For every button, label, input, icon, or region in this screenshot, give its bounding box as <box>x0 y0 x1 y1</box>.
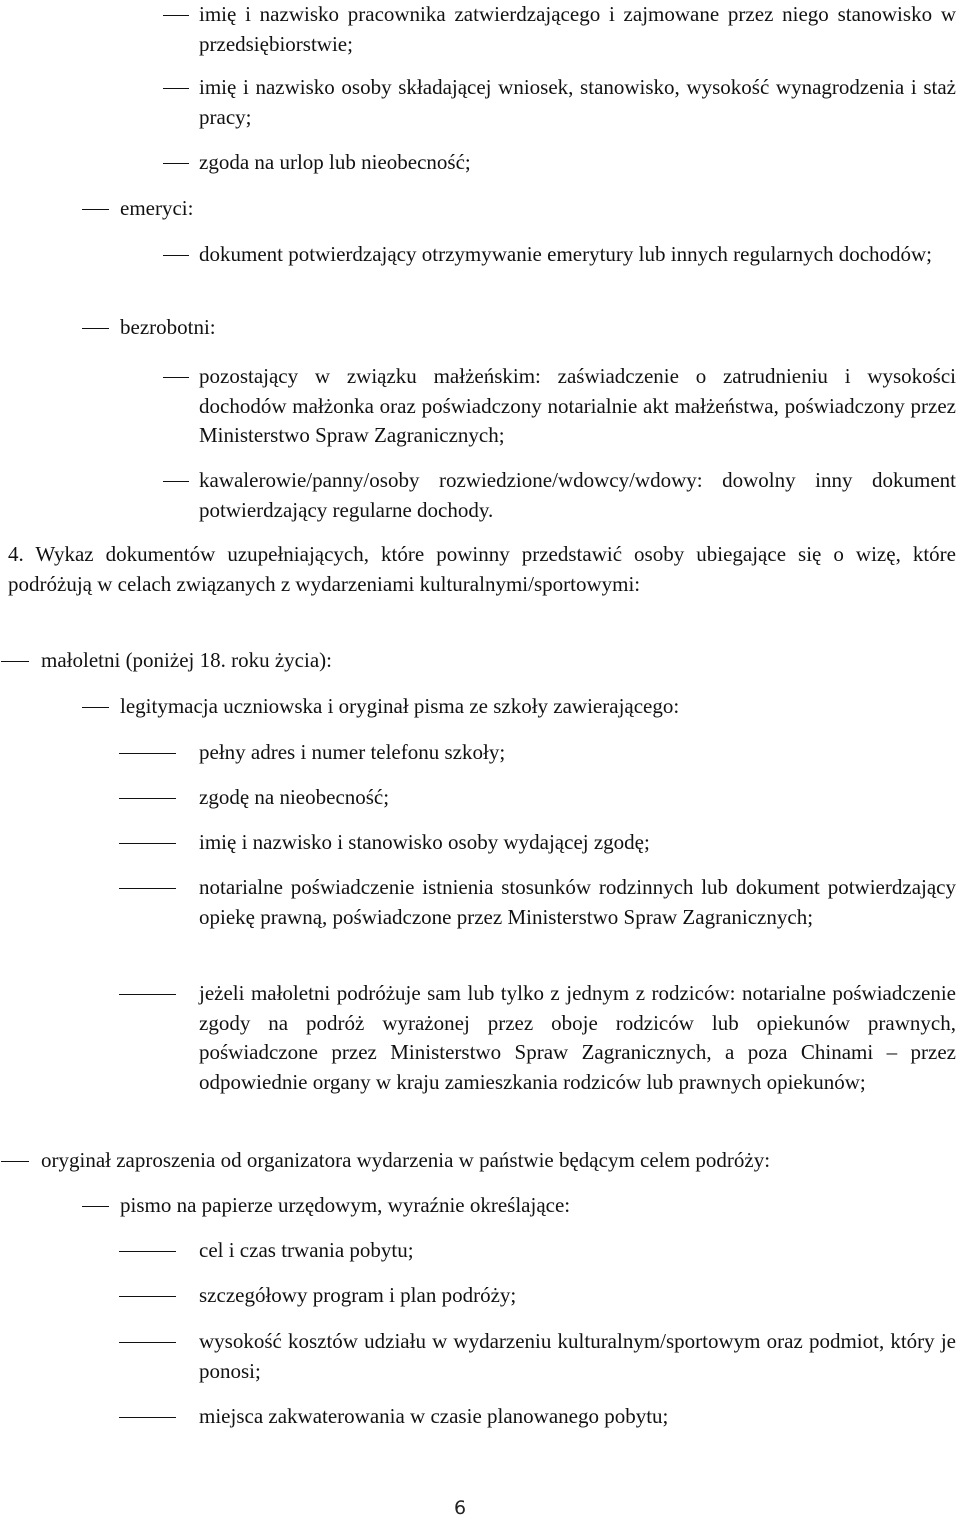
list-item-text: jeżeli małoletni podróżuje sam lub tylko z jednym z rodziców: notarialne poświadczenie zgody na podróż wyrażonej przez oboje rodziców lub opiekunów prawnych, poświadczone przez Ministerstwo Spraw Zagranicznych, a poza Chinami – przez odpowiednie organy w kraju zamieszkania rodziców lub prawnych opiekunów; <box>199 981 956 1094</box>
list-item-text: bezrobotni: <box>120 315 216 339</box>
dash-bullet <box>163 255 189 257</box>
dash-bullet <box>119 1417 176 1419</box>
list-item-text: dokument potwierdzający otrzymywanie emerytury lub innych regularnych dochodów; <box>199 242 933 266</box>
list-item <box>120 194 956 224</box>
list-item-text: szczegółowy program i plan podróży; <box>199 1283 517 1307</box>
section-text: Wykaz dokumentów uzupełniających, które powinny przedstawić osoby ubiegające się o wizę, które podróżują w celach związanych z wydarzeniami kulturalnymi/sportowymi: <box>8 542 957 596</box>
list-item <box>41 646 956 676</box>
list-item <box>199 148 956 178</box>
list-item-text: imię i nazwisko pracownika zatwierdzającego i zajmowane przez niego stanowisko w przedsiębiorstwie; <box>199 2 956 56</box>
list-item <box>199 0 956 59</box>
list-item <box>199 362 956 451</box>
list-item <box>120 692 956 722</box>
list-item <box>199 73 956 132</box>
dash-bullet <box>163 481 189 483</box>
list-item-text: cel i czas trwania pobytu; <box>199 1238 414 1262</box>
list-item <box>199 828 956 858</box>
dash-bullet <box>119 753 176 755</box>
list-item <box>199 738 956 768</box>
list-item-text: pismo na papierze urzędowym, wyraźnie określające: <box>120 1193 571 1217</box>
numbered-section <box>8 540 956 599</box>
dash-bullet <box>119 1296 176 1298</box>
list-item <box>120 313 956 343</box>
list-item-text: oryginał zaproszenia od organizatora wydarzenia w państwie będącym celem podróży: <box>41 1148 771 1172</box>
list-item <box>199 873 956 932</box>
list-item-text: zgoda na urlop lub nieobecność; <box>199 150 471 174</box>
page-number: 6 <box>453 1497 467 1519</box>
dash-bullet <box>119 1342 176 1344</box>
list-item <box>199 1402 956 1432</box>
list-item <box>199 1327 956 1386</box>
list-item-text: pełny adres i numer telefonu szkoły; <box>199 740 506 764</box>
dash-bullet <box>119 798 176 800</box>
list-item-text: zgodę na nieobecność; <box>199 785 390 809</box>
list-item <box>120 1191 956 1221</box>
list-item-text: imię i nazwisko i stanowisko osoby wydającej zgodę; <box>199 830 650 854</box>
list-item-text: kawalerowie/panny/osoby rozwiedzione/wdowcy/wdowy: dowolny inny dokument potwierdzający regularne dochody. <box>199 468 956 522</box>
list-item-text: notarialne poświadczenie istnienia stosunków rodzinnych lub dokument potwierdzający opiekę prawną, poświadczone przez Ministerstwo Spraw Zagranicznych; <box>199 875 956 929</box>
list-item-text: emeryci: <box>120 196 194 220</box>
dash-bullet <box>1 1161 29 1163</box>
list-item <box>199 240 956 270</box>
dash-bullet <box>119 843 176 845</box>
dash-bullet <box>82 1206 109 1208</box>
list-item <box>41 1146 956 1176</box>
section-paragraph <box>8 540 956 599</box>
dash-bullet <box>163 88 189 90</box>
dash-bullet <box>163 377 189 379</box>
dash-bullet <box>82 707 109 709</box>
list-item <box>199 783 956 813</box>
section-number: 4. <box>8 542 24 566</box>
list-item <box>199 1281 956 1311</box>
dash-bullet <box>119 994 176 996</box>
list-item <box>199 1236 956 1266</box>
list-item <box>199 466 956 525</box>
list-item-text: wysokość kosztów udziału w wydarzeniu kulturalnym/sportowym oraz podmiot, który je ponosi; <box>199 1329 956 1383</box>
list-item-text: legitymacja uczniowska i oryginał pisma ze szkoły zawierającego: <box>120 694 680 718</box>
dash-bullet <box>82 328 109 330</box>
list-item <box>199 979 956 1097</box>
dash-bullet <box>82 209 109 211</box>
dash-bullet <box>1 661 29 663</box>
list-item-text: pozostający w związku małżeńskim: zaświadczenie o zatrudnieniu i wysokości dochodów małżonka oraz poświadczony notarialnie akt małżeństwa, poświadczony przez Ministerstwo Spraw Zagranicznych; <box>199 364 956 447</box>
dash-bullet <box>119 1251 176 1253</box>
list-item-text: miejsca zakwaterowania w czasie planowanego pobytu; <box>199 1404 669 1428</box>
list-item-text: imię i nazwisko osoby składającej wniosek, stanowisko, wysokość wynagrodzenia i staż pracy; <box>199 75 956 129</box>
dash-bullet <box>119 888 176 890</box>
dash-bullet <box>163 163 189 165</box>
list-item-text: małoletni (poniżej 18. roku życia): <box>41 648 332 672</box>
dash-bullet <box>163 15 189 17</box>
